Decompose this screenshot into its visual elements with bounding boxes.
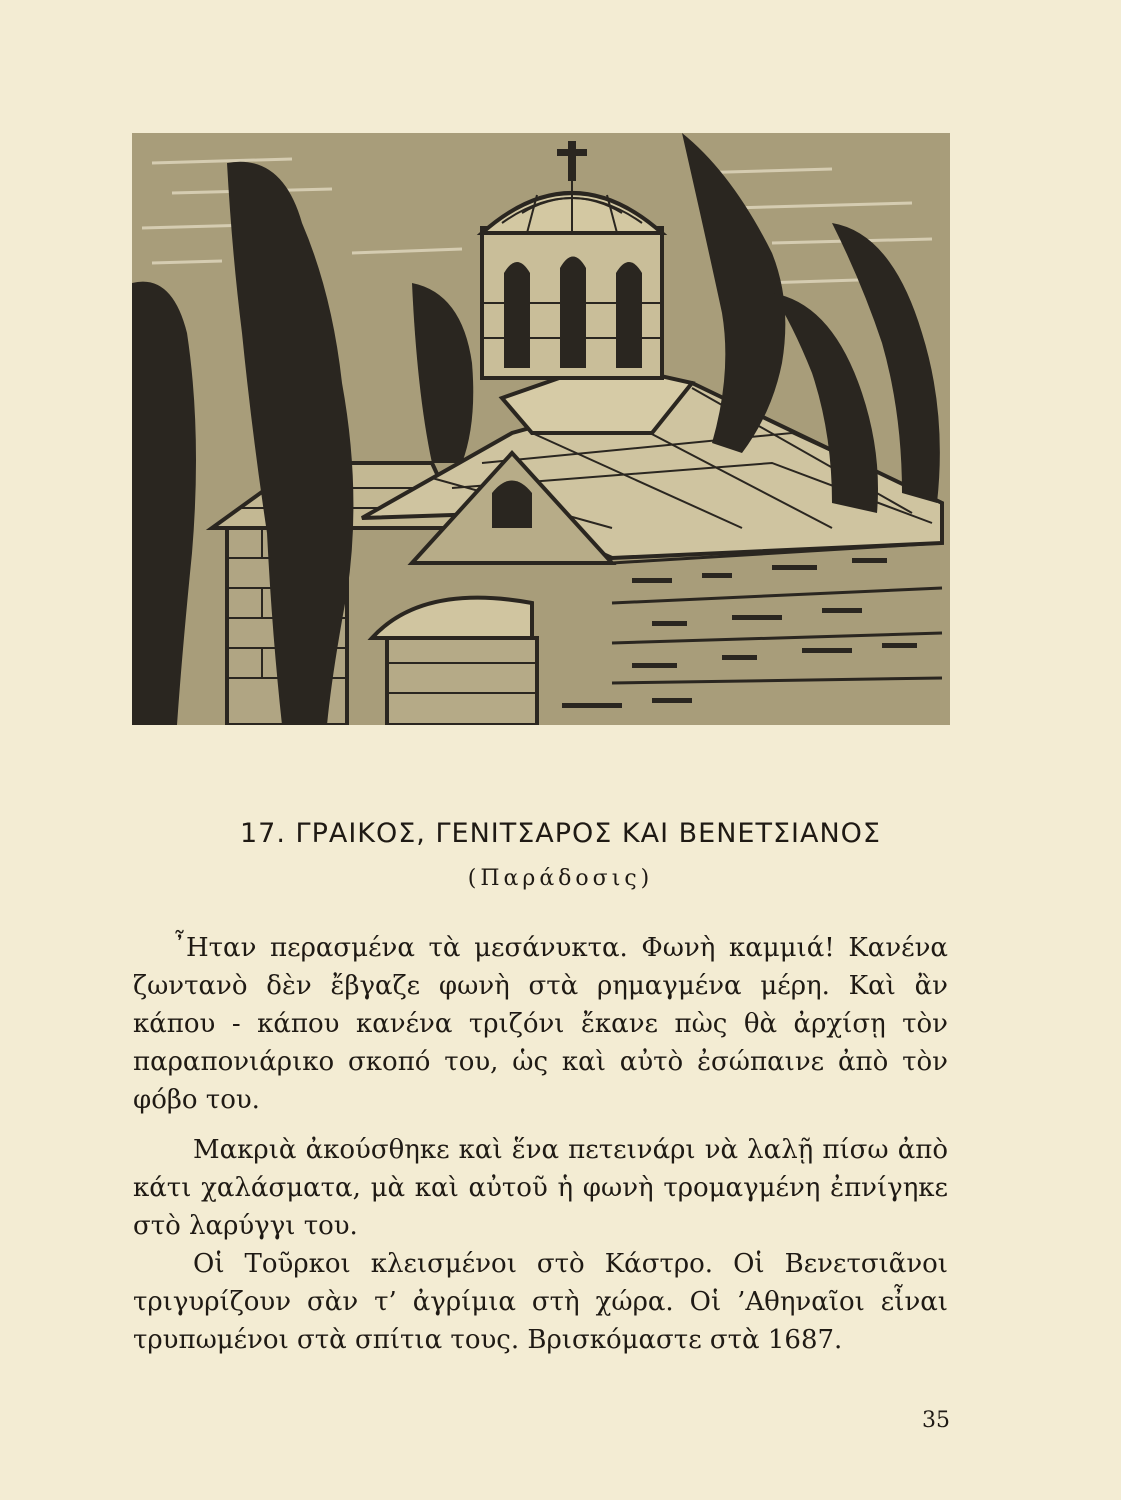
chapter-subtitle: (Παράδοσις) [467, 866, 654, 891]
church-woodcut-illustration [132, 133, 950, 725]
paragraph-3: Οἱ Τοῦρκοι κλεισμένοι στὸ Κάστρο. Οἱ Βενετσιᾶνοι τριγυρίζουν σὰν τ’ ἀγρίμια στὴ χώρα. Οἱ ’Αθηναῖοι εἶναι τρυπωμένοι στὰ σπίτια τους. Βρισκόμαστε στὰ 1687. [133, 1249, 948, 1355]
paragraph-2: Μακριὰ ἀκούσθηκε καὶ ἕνα πετεινάρι νὰ λαλῇ πίσω ἀπὸ κάτι χαλάσματα, μὰ καὶ αὐτοῦ ἡ φωνὴ τρομαγμένη ἐπνίγηκε στὸ λαρύγγι του. [133, 1135, 948, 1241]
page-number: 35 [922, 1408, 950, 1433]
chapter-title: 17. ΓΡΑΙΚΟΣ, ΓΕΝΙΤΣΑΡΟΣ ΚΑΙ ΒΕΝΕΤΣΙΑΝΟΣ [240, 818, 881, 849]
paragraph-1: ῏Ηταν περασμένα τὰ μεσάνυκτα. Φωνὴ καμμιά! Κανένα ζωντανὸ δὲν ἔβγαζε φωνὴ στὰ ρημαγμένα μέρη. Καὶ ἂν κάπου - κάπου κανένα τριζόνι ἔκανε πὼς θὰ ἀρχίσῃ τὸν παραπονιάρικο σκοπό του, ὡς καὶ αὐτὸ ἐσώπαινε ἀπὸ τὸν φόβο του. [133, 933, 948, 1115]
church-woodcut-svg [132, 133, 950, 725]
